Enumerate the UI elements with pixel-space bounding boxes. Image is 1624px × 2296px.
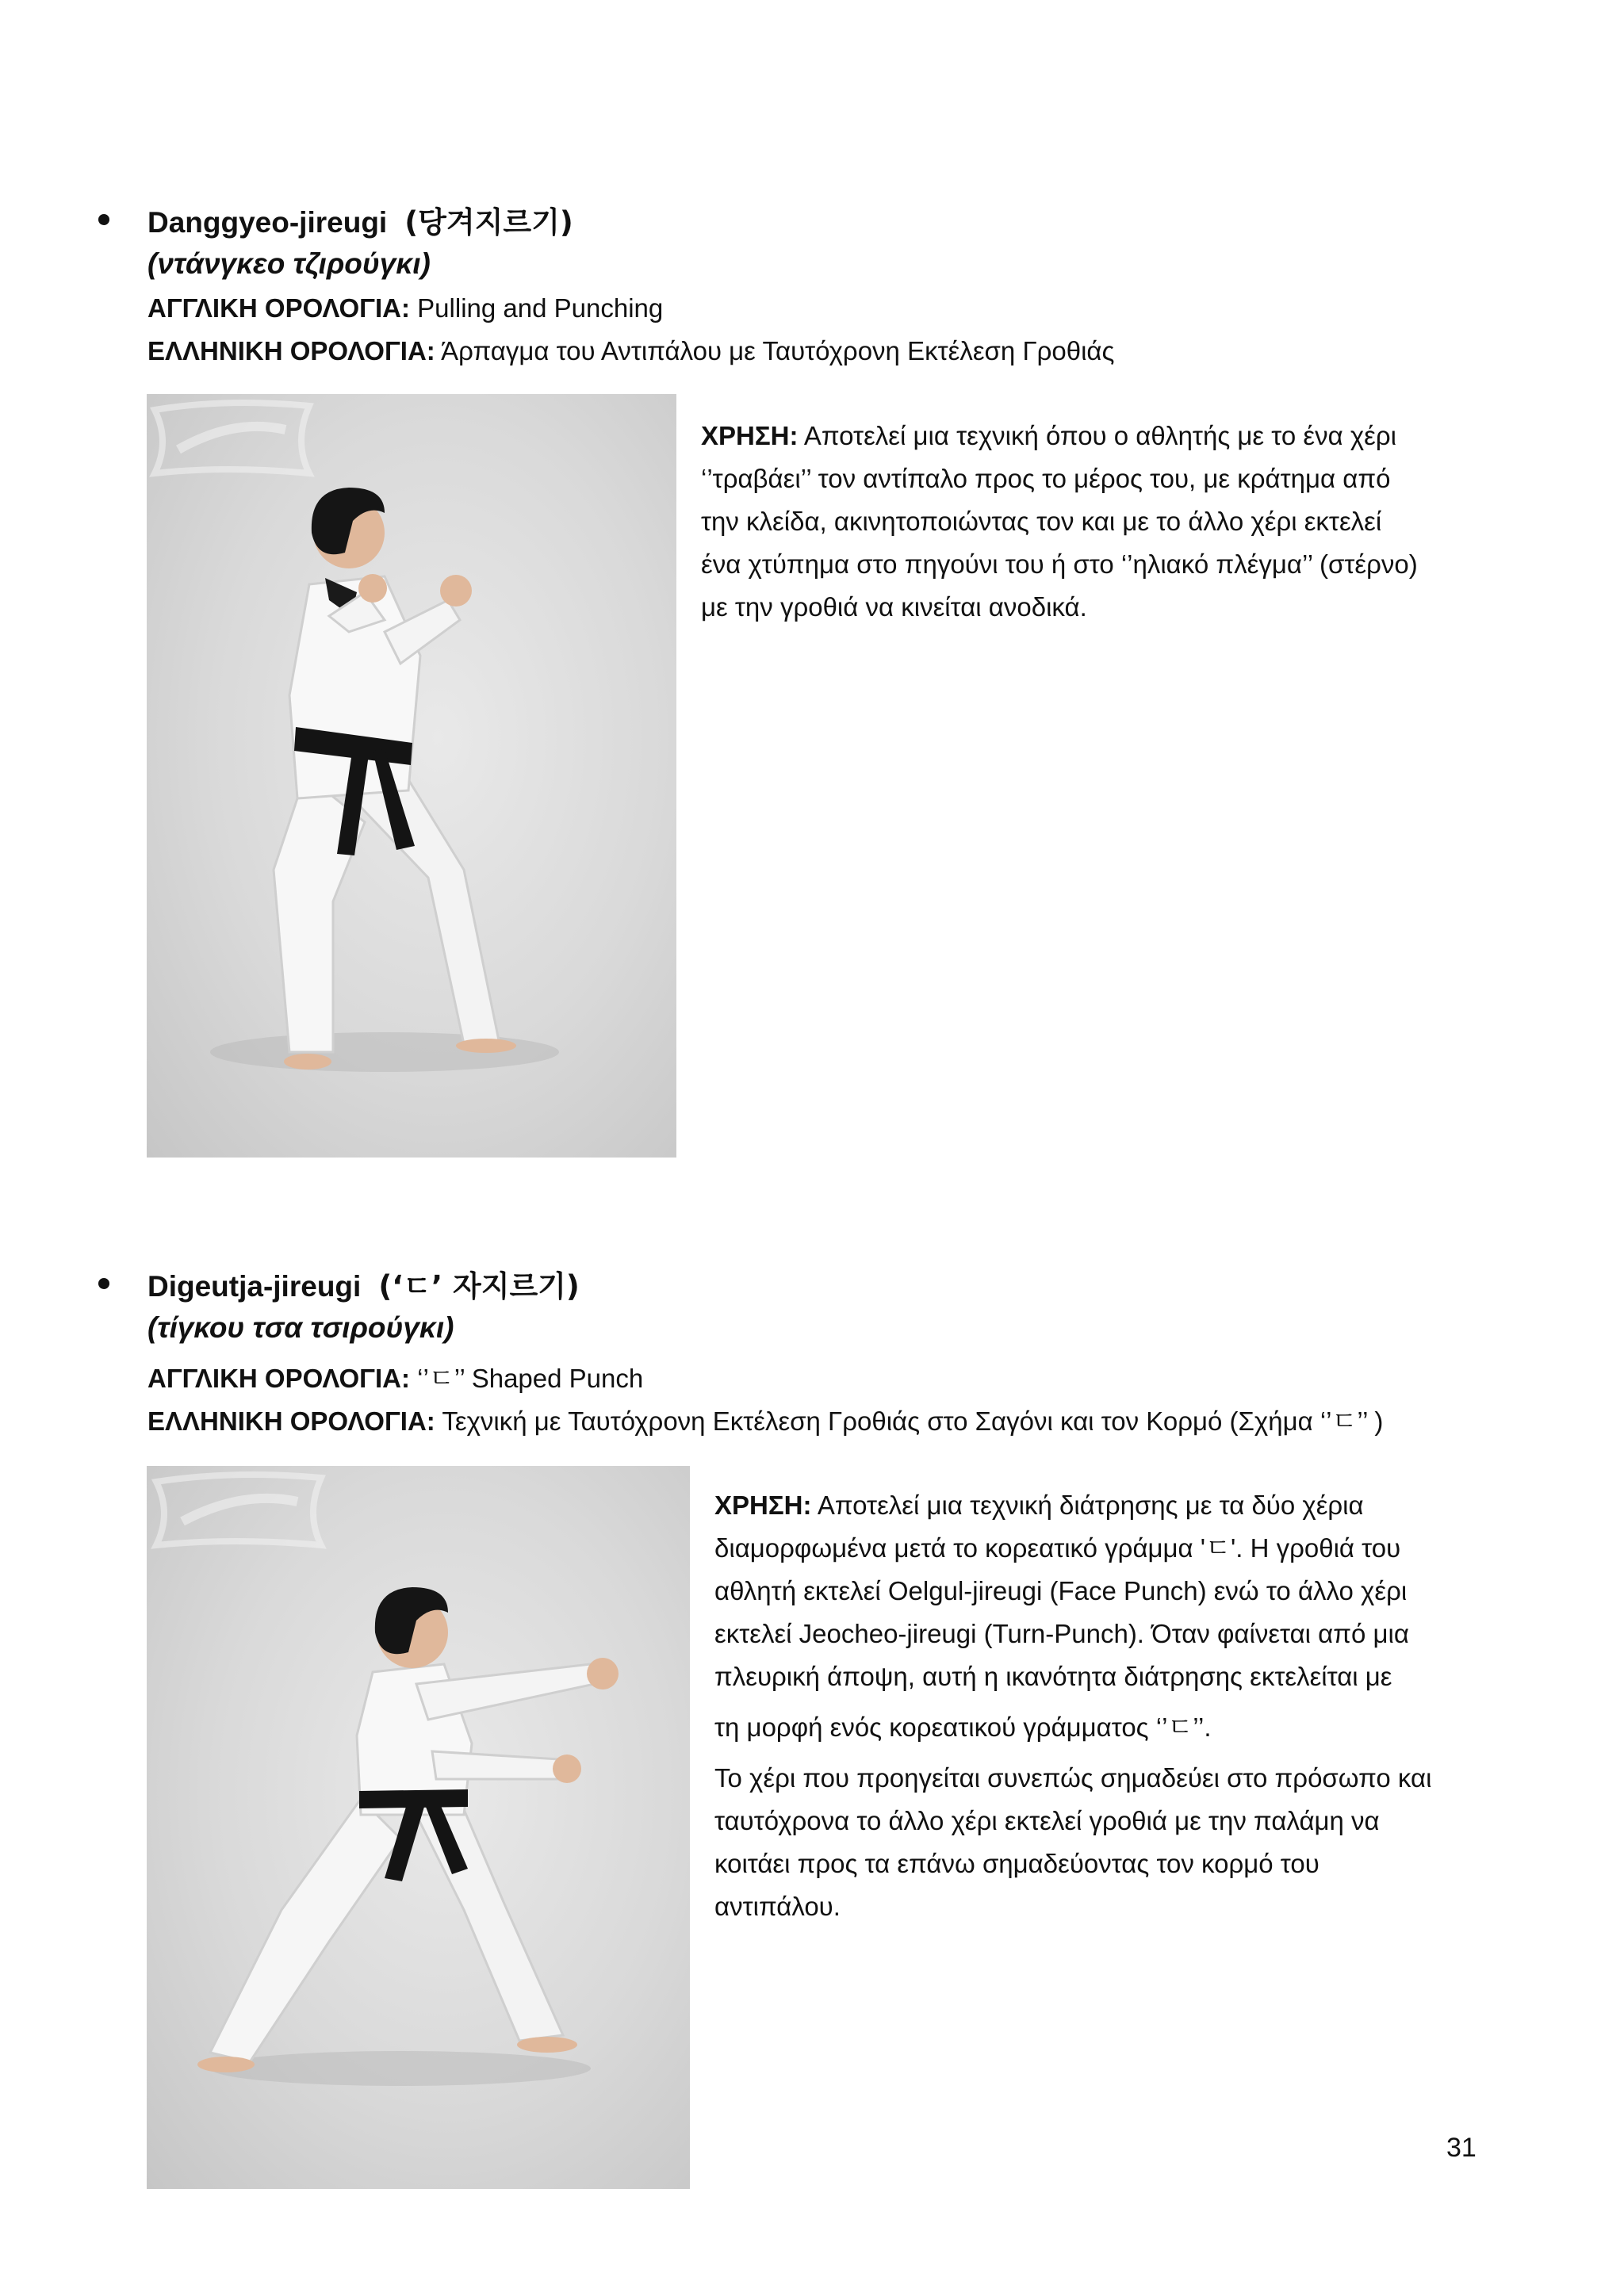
watermark-logo-icon: [155, 403, 309, 473]
usage-line: κοιτάει προς τα επάνω σημαδεύοντας τον κορμό του: [714, 1849, 1320, 1878]
usage-description: [714, 1484, 1523, 1928]
technique-transliteration: (ντάνγκεο τζιρούγκι): [147, 247, 431, 280]
greek-terminology-label: ΕΛΛΗΝΙΚΗ ΟΡΟΛΟΓΙΑ:: [147, 1406, 435, 1436]
usage-line: ΧΡΗΣΗ: Αποτελεί μια τεχνική όπου ο αθλητής με το ένα χέρι: [701, 421, 1396, 450]
greek-terminology-value: Άρπαγμα του Αντιπάλου με Ταυτόχρονη Εκτέλεση Γροθιάς: [441, 336, 1115, 365]
bullet-point: [98, 1278, 109, 1289]
technique-korean-name: (당겨지르기): [404, 205, 573, 239]
technique-photo: [147, 394, 676, 1158]
greek-terminology: [147, 1401, 1383, 1438]
technique-name: Digeutja-jireugi: [147, 1270, 362, 1303]
usage-line: τη μορφή ενός κορεατικού γράμματος ‘’ㄷ’’.: [714, 1712, 1212, 1742]
usage-line: εκτελεί Jeocheo-jireugi (Turn-Punch). Όταν φαίνεται από μια: [714, 1619, 1409, 1648]
usage-line: ταυτόχρονα το άλλο χέρι εκτελεί γροθιά με την παλάμη να: [714, 1806, 1380, 1835]
technique-name: Danggyeo-jireugi: [147, 206, 388, 239]
usage-line: αθλητή εκτελεί Oelgul-jireugi (Face Punch) ενώ το άλλο χέρι: [714, 1576, 1408, 1605]
watermark-logo-icon: [156, 1475, 321, 1545]
usage-line: ΧΡΗΣΗ: Αποτελεί μια τεχνική διάτρησης με τα δύο χέρια: [714, 1490, 1364, 1520]
page-number: 31: [1446, 2133, 1477, 2163]
technique-photo: [147, 1466, 690, 2189]
usage-line: με την γροθιά να κινείται ανοδικά.: [701, 592, 1087, 622]
usage-line: Το χέρι που προηγείται συνεπώς σημαδεύει στο πρόσωπο και: [714, 1763, 1432, 1793]
greek-terminology: [147, 336, 1114, 366]
usage-line: αντιπάλου.: [714, 1892, 841, 1921]
technique-title: [147, 198, 573, 241]
usage-label: ΧΡΗΣΗ:: [714, 1490, 812, 1520]
greek-terminology-value: Τεχνική με Ταυτόχρονη Εκτέλεση Γροθιάς στο Σαγόνι και τον Κορμό (Σχήμα ‘’ㄷ’’ ): [442, 1406, 1384, 1436]
technique-korean-name: (‘ㄷ’ 자지르기): [378, 1269, 580, 1303]
english-terminology: [147, 1358, 643, 1395]
technique-title: [147, 1262, 580, 1305]
english-terminology: [147, 293, 663, 323]
usage-line: την κλείδα, ακινητοποιώντας τον και με το άλλο χέρι εκτελεί: [701, 507, 1382, 536]
english-terminology-value: Pulling and Punching: [417, 293, 664, 323]
english-terminology-label: ΑΓΓΛΙΚΗ ΟΡΟΛΟΓΙΑ:: [147, 1364, 410, 1393]
usage-line: πλευρική άποψη, αυτή η ικανότητα διάτρησης εκτελείται με: [714, 1662, 1392, 1691]
technique-transliteration: (τίγκου τσα τσιρούγκι): [147, 1311, 454, 1344]
usage-line: ένα χτύπημα στο πηγούνι του ή στο ‘’ηλιακό πλέγμα’’ (στέρνο): [701, 549, 1418, 579]
bullet-point: [98, 214, 109, 225]
usage-line: ‘’τραβάει’’ τον αντίπαλο προς το μέρος του, με κράτημα από: [701, 464, 1391, 493]
english-terminology-value: ‘’ㄷ’’ Shaped Punch: [410, 1364, 644, 1393]
usage-label: ΧΡΗΣΗ:: [701, 421, 799, 450]
english-terminology-label: ΑΓΓΛΙΚΗ ΟΡΟΛΟΓΙΑ:: [147, 293, 410, 323]
greek-terminology-label: ΕΛΛΗΝΙΚΗ ΟΡΟΛΟΓΙΑ:: [147, 336, 435, 365]
usage-description: [701, 415, 1510, 629]
usage-line: διαμορφωμένα μετά το κορεατικό γράμμα 'ㄷ'. Η γροθιά του: [714, 1533, 1401, 1563]
